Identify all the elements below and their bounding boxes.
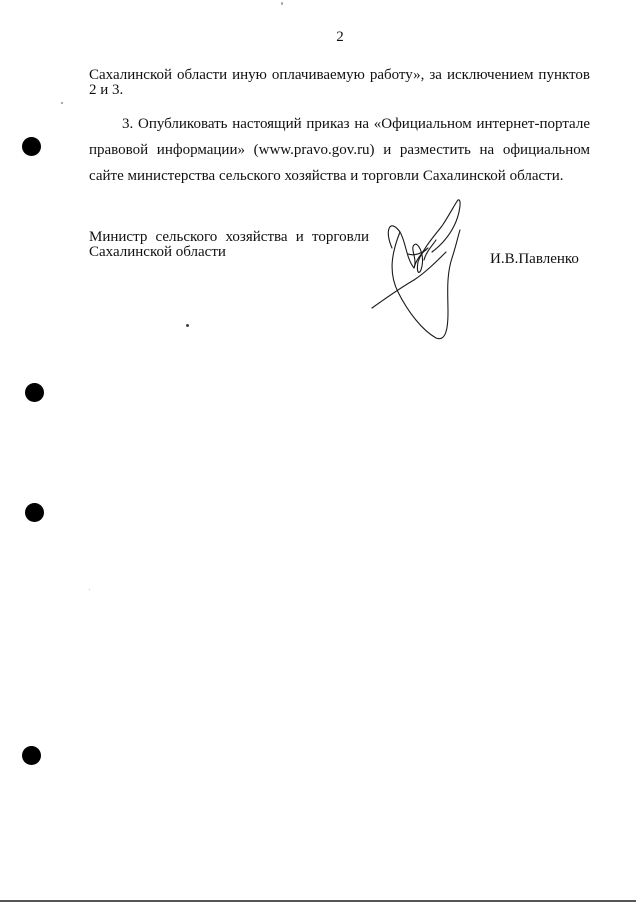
body-line-5: сайте министерства сельского хозяйства и торговли Сахалинской области.: [89, 168, 564, 184]
handwritten-signature: [362, 196, 472, 342]
punch-hole-1: [22, 137, 41, 156]
signer-name: И.В.Павленко: [490, 251, 579, 267]
punch-hole-2: [25, 383, 44, 402]
signer-position-line-2: Сахалинской области: [89, 244, 226, 260]
body-line-3: 3. Опубликовать настоящий приказ на «Официальном интернет-портале: [122, 116, 590, 132]
signer-position-line-1: Министр сельского хозяйства и торговли: [89, 229, 369, 245]
page-number: 2: [336, 29, 344, 45]
body-line-1: Сахалинской области иную оплачиваемую работу», за исключением пунктов: [89, 67, 590, 83]
punch-hole-4: [22, 746, 41, 765]
scan-speck: [61, 102, 63, 104]
scan-speck: [281, 2, 283, 5]
scan-speck: [186, 324, 189, 327]
scan-bottom-edge: [0, 900, 636, 902]
body-line-4: правовой информации» (www.pravo.gov.ru) и разместить на официальном: [89, 142, 590, 158]
body-line-2: 2 и 3.: [89, 82, 124, 98]
punch-hole-3: [25, 503, 44, 522]
scan-speck: [89, 589, 90, 590]
